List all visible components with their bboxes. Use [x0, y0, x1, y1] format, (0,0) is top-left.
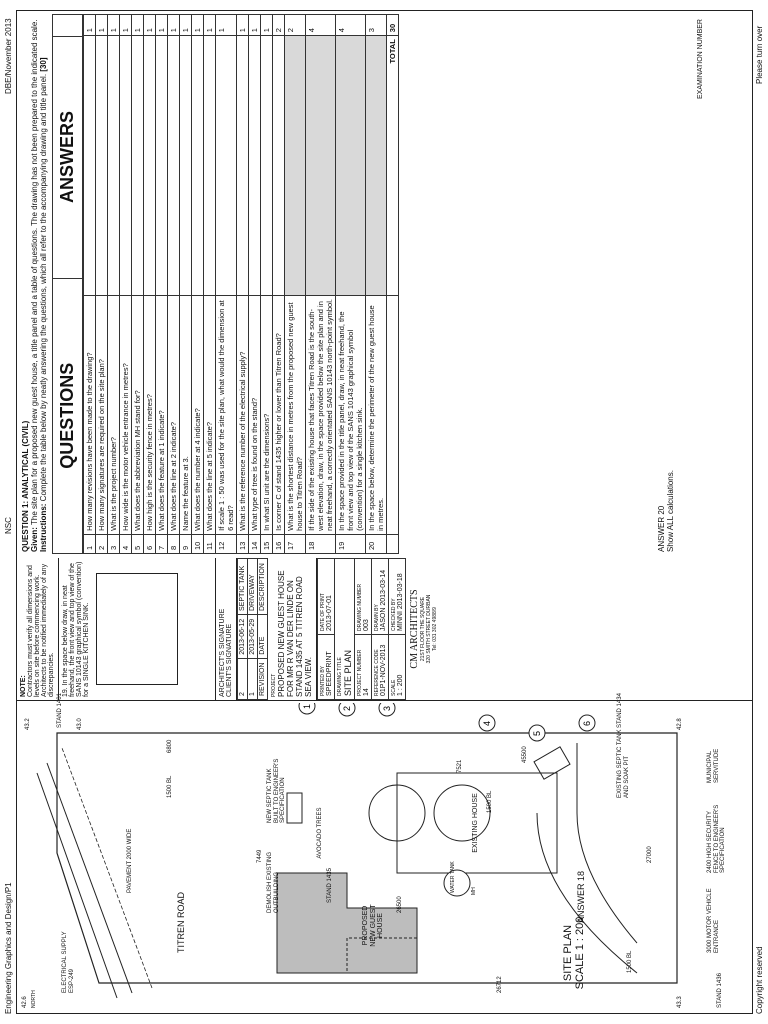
table-row: 19 In the space provided in the title panel, draw, in neat freehand, the front view and top view of the SANS 10143 graphical symbol (convention) for a single kitchen sink. 4	[336, 15, 366, 554]
table-row: 1 How many revisions have been made to the drawing? 1	[84, 15, 96, 554]
firm-name: CM ARCHITECTS	[409, 589, 420, 669]
callout-3	[379, 703, 395, 716]
page-frame	[16, 10, 753, 1014]
svg-text:6: 6	[582, 720, 592, 726]
label-6800: 6800	[167, 739, 173, 753]
table-row: 12 If scale 1 : 50 was used for the site plan, what would the dimension at 6 read? 1	[216, 15, 237, 554]
qa-rows	[83, 14, 399, 554]
table-row: 16 Is corner C of stand 1435 higher or lower than Titren Road? 2	[273, 15, 285, 554]
label-road: TITREN ROAD	[176, 891, 186, 953]
label-existing-house: EXISTING HOUSE	[472, 793, 479, 853]
label-bl1: 1500 BL	[167, 775, 173, 798]
header-left: Engineering Graphics and Design/P1	[4, 882, 13, 1014]
svg-text:5: 5	[532, 730, 542, 736]
table-row: 2 How many signatures are required on the site plan? 1	[96, 15, 108, 554]
table-row: 3 What is the project number? 1	[108, 15, 120, 554]
svg-text:3: 3	[382, 705, 392, 711]
label-bl3: 1500 BL	[487, 790, 493, 813]
table-row: 13 What is the reference number of the electrical supply? 1	[237, 15, 249, 554]
label-municipal: MUNICIPAL SERVITUDE	[707, 748, 720, 783]
table-row: 7 What does the feature at 1 indicate? 1	[156, 15, 168, 554]
label-26712: 26712	[497, 976, 503, 993]
label-7521: 7521	[457, 759, 463, 773]
callout-4	[479, 715, 495, 731]
label-stand1435: STAND 1435	[327, 868, 333, 903]
callout-2	[339, 703, 355, 716]
label-45500: 45500	[522, 746, 528, 763]
header-center: NSC	[4, 517, 13, 534]
label-vehicle: 3000 MOTOR VEHICLE ENTRANCE	[707, 888, 720, 953]
water-tank	[444, 870, 470, 896]
header-right: DBE/November 2013	[4, 18, 13, 94]
answer18-label: ANSWER 18	[576, 870, 586, 923]
table-row: 10 What does the number at 4 indicate? 1	[192, 15, 204, 554]
project-name: PROPOSED NEW GUEST HOUSE FOR MR R VAN DER LINDE ON STAND 1435 AT 5 TITREN ROAD SEA VIEW.	[277, 570, 313, 697]
label-water: WATER TANK	[450, 861, 456, 893]
footer-left: Copyright reserved	[755, 946, 764, 1014]
answer20-label: ANSWER 20	[657, 505, 666, 552]
callout-1	[299, 703, 315, 714]
label-north: NORTH	[31, 990, 37, 1008]
level-1: 43.0	[77, 718, 83, 730]
note-heading: NOTE:	[20, 675, 27, 697]
level-5: 42.6	[22, 996, 28, 1008]
footer-right: Please turn over	[755, 25, 764, 84]
question-panel: QUESTION 1: ANALYTICAL (CIVIL) Given: The site plan for a proposed new guest house, a title panel and a table of questions. The drawing has not been prepared to the indicated scale. Instructions: Complete the table below by neatly answering the questions, which all refer to the accompanying drawing and title panel. [30] QUESTIONS ANSWERS 1 How many revisions have been made to the drawing? 1 2 How many signatures are required on the site plan? 1 3 What is the project number? 1 4 How wide is the motor vehicle entrance in metres? 1 5 What does the abbreviation MH stand for? 1 6 How high is the security fence in metres? 1 7 What does the feature at 1 indicate? 1 8 What does the line at 2 indicate? 1 9 Name the feature at 3. 1 10 What does the number at 4 indicate? 1 11 What does the line at 5 indicate? 1 12 If scale 1 : 50 was used for the site plan, what would the dimension at 6 read? 1 13 What is the reference number of the electrical supply? 1 14 What type of tree is found on the stand? 1 15 In what SI unit are the dimensions? 1 16 Is corner C of stand 1435 higher or lower than Titren Road? 2 17 What is the shortest distance in metres from the proposed new guest house to Titren Road? 2 18 If the side of the existing house that faces Titren Road is the south-west elevation, draw, in the space provided below the site plan and in neat freehand, a correctly orientated SANS 10143 north-point symbol. 4 19 In the space provided in the title panel, draw, in neat freehand, the front view and top view of the SANS 10143 graphical symbol (convention) for a single kitchen sink. 4 20 In the space below, determine the perimeter of the new guest house in metres. 3 TOTAL 30 ANSWER 20 Show ALL calculations. EXAMINATION NUMBER	[17, 9, 752, 558]
level-2: 43.2	[25, 718, 31, 730]
client-sig: CLIENT'S SIGNATURE	[226, 623, 233, 697]
table-row: 17 What is the shortest distance in metres from the proposed new guest house to Titren Road? 2	[285, 15, 306, 554]
title-block: NOTE: Contractors must verify all dimensions and levels on site before commencing work. Architects to be notified immediately of any discrepancies. 19. In the space below draw, in neat freehand, the front view and top view of the SANS 10143 graphical symbol (convention) for a SINGLE KITCHEN SINK. ARCHITECT'S SIGNATURE CLIENT'S SIGNATURE 2 2013-06-12 SEPTIC TANK 1 2013-05-29 DRIVEWAY REVISION DATE DESCRIPTION PROJECT PROPOSED NEW GUEST HOUSE FOR MR R VAN DER LINDE ON STAND 1435 AT 5 TITREN ROAD SEA VIEW. PRINTED BY SPEEDPRINT DATE OF PRINT 2013-07-01 DRAWING TITLE SITE PLAN PROJECT NUMBER 14 DRAWING NUMBER 003 REFERENCE CODE 01P1-NOV-2013 DRAWN BY JASON 2013-03-14 SCALE 1 : 200 CHECKED BY MINNI 2013-03-18 CM ARCHITECTS 21ST FLOOR THE SQUARE 320 SMITH STREET DURBAN Tel: 031 302 4988/9	[17, 558, 752, 701]
label-proposed: PROPOSED NEW GUEST HOUSE	[362, 904, 385, 947]
label-existing-septic: EXISTING SEPTIC TANK AND SOAK PIT	[617, 729, 630, 798]
table-row: 2 2013-06-12 SEPTIC TANK	[238, 559, 248, 700]
table-row: 1 2013-05-29 DRIVEWAY	[248, 559, 258, 700]
callout-5	[529, 725, 545, 741]
table-row: 14 What type of tree is found on the stand? 1	[249, 15, 261, 554]
label-stand1401: STAND 1401	[57, 693, 63, 728]
note-q19: 19. In the space below draw, in neat freehand, the front view and top view of the SANS 10143 graphical symbol (convention) for a SINGLE KITCHEN SINK.	[62, 561, 90, 697]
total-row: TOTAL 30	[387, 15, 399, 554]
table-row: REVISION DATE DESCRIPTION	[258, 559, 268, 700]
svg-text:2: 2	[342, 705, 352, 711]
q19-box[interactable]	[96, 573, 178, 685]
qa-table: QUESTIONS ANSWERS	[52, 14, 83, 554]
svg-text:4: 4	[482, 720, 492, 726]
level-3: 42.8	[677, 718, 683, 730]
label-demolish: DEMOLISH EXISTING OUTBUILDING	[267, 851, 280, 913]
table-row: 11 What does the line at 5 indicate? 1	[204, 15, 216, 554]
label-pavement: PAVEMENT 2000 WIDE	[127, 828, 133, 893]
table-row: 15 In what SI unit are the dimensions? 1	[261, 15, 273, 554]
label-27000: 27000	[647, 846, 653, 863]
label-stand1436: STAND 1436	[717, 973, 723, 1008]
exam-number[interactable]: EXAMINATION NUMBER	[697, 19, 704, 99]
revision-table	[237, 558, 268, 700]
table-row: 6 How high is the security fence in metres? 1	[144, 15, 156, 554]
level-4: 43.3	[677, 996, 683, 1008]
table-row: 20 In the space below, determine the perimeter of the new guest house in metres. 3	[366, 15, 387, 554]
label-7449: 7449	[257, 849, 263, 863]
label-septic-new: NEW SEPTIC TANK BUILT TO ENGINEER'S SPECIFICATION	[267, 758, 287, 823]
svg-text:1: 1	[302, 703, 312, 709]
label-26500: 26500	[397, 896, 403, 913]
label-electrical: ELECTRICAL SUPPLY ESP-249	[62, 931, 75, 993]
table-row: 5 What does the abbreviation MH stand for? 1	[132, 15, 144, 554]
table-row: 9 Name the feature at 3. 1	[180, 15, 192, 554]
architect-sig: ARCHITECT'S SIGNATURE	[219, 608, 226, 697]
label-stand1434: STAND 1434	[617, 693, 623, 728]
table-row: 4 How wide is the motor vehicle entrance in metres? 1	[120, 15, 132, 554]
label-mh: MH	[471, 887, 477, 895]
question-title: QUESTION 1: ANALYTICAL (CIVIL)	[21, 420, 30, 552]
label-bl2: 1500 BL	[627, 950, 633, 973]
note-text: Contractors must verify all dimensions and levels on site before commencing work. Architects to be notified immediately of any discrepancies.	[27, 563, 55, 697]
callout-6	[579, 715, 595, 731]
table-row: 18 If the side of the existing house that faces Titren Road is the south-west elevation, draw, in the space provided below the site plan and in neat freehand, a correctly orientated SANS 10143 north-point symbol. 4	[306, 15, 336, 554]
site-plan-title: SITE PLAN SCALE 1 : 200	[562, 916, 587, 990]
label-security: 2400 HIGH SECURITY FENCE TO ENGINEER'S SPECIFICATION	[707, 804, 727, 873]
label-avocado: AVOCADO TREES	[317, 807, 323, 859]
table-row: 8 What does the line at 2 indicate? 1	[168, 15, 180, 554]
